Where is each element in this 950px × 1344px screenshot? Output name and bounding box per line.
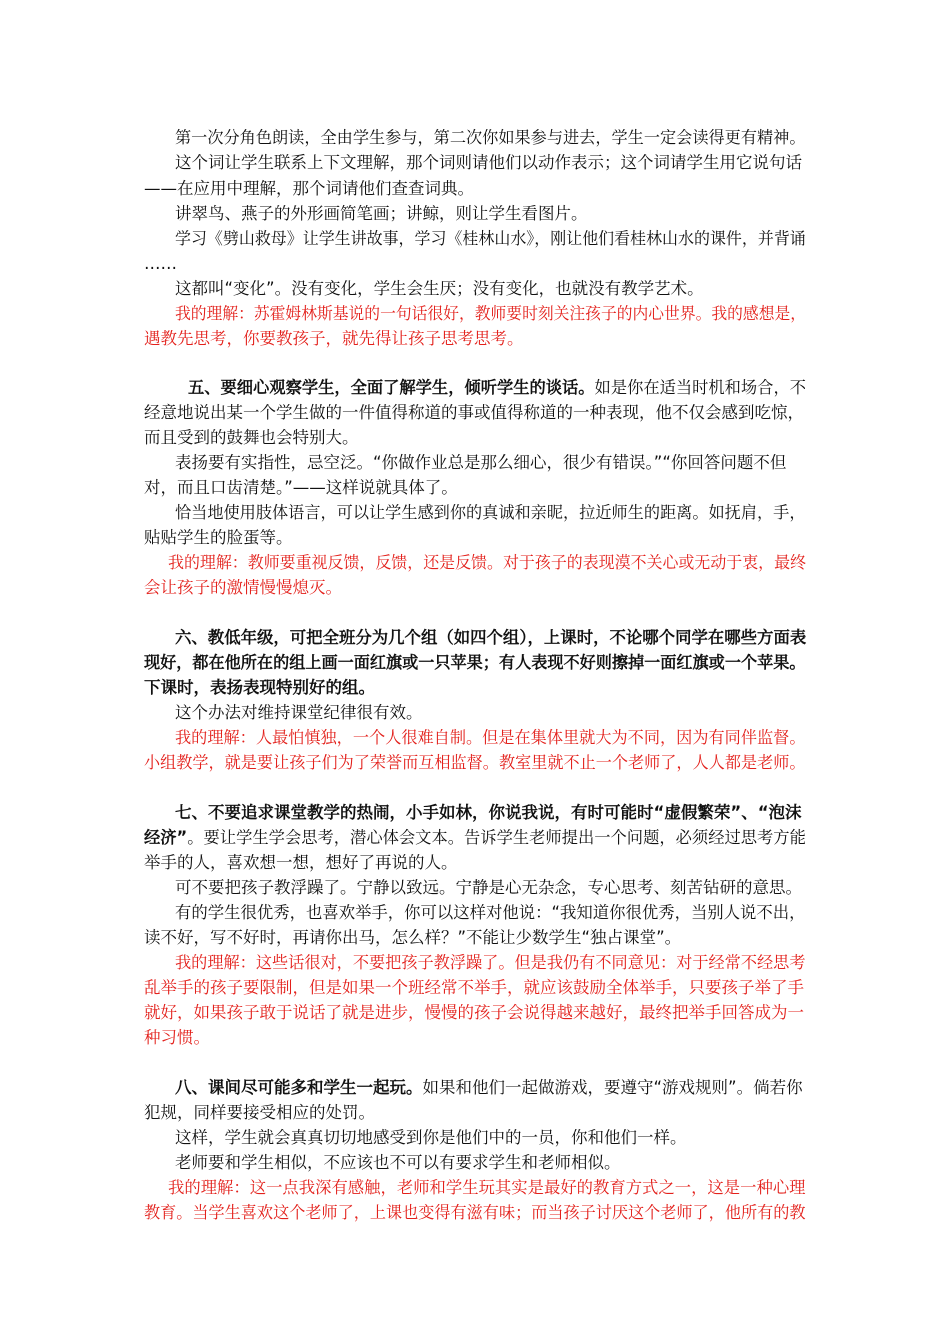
text-line: 恰当地使用肢体语言，可以让学生感到你的真诚和亲昵，拉近师生的距离。如抚肩，手，: [175, 503, 806, 522]
text-line: 贴贴学生的脸蛋等。: [144, 528, 293, 547]
text-line: 现好，都在他所在的组上画一面红旗或一只苹果；有人表现不好则擦掉一面红旗或一个苹果。: [144, 653, 806, 672]
text-line: 遇教先思考，你要教孩子，就先得让孩子思考思考。: [144, 329, 524, 348]
section-heading: 七、不要追求课堂教学的热闹，小手如林，你说我说，有时可能时“虚假繁荣”、“泡沫: [175, 803, 802, 822]
text-line: 就好，如果孩子敢于说话了就是进步，慢慢的孩子会说得越来越好，最终把举手回答成为一: [144, 1003, 804, 1022]
text-line: 我的理解：教师要重视反馈，反馈，还是反馈。对于孩子的表现漠不关心或无动于衷，最终: [168, 553, 807, 572]
section-heading: 经济”: [144, 828, 188, 847]
text-line: 乱举手的孩子要限制，但是如果一个班经常不举手，就应该鼓励全体举手，只要孩子举了手: [144, 978, 804, 997]
text-line: 这个词让学生联系上下文理解，那个词则请他们以动作表示；这个词请学生用它说句话: [175, 153, 802, 172]
text-line: 读不好，写不好时，再请你出马，怎么样？”不能让少数学生“独占课堂”。: [144, 928, 682, 947]
text-line: 这个办法对维持课堂纪律很有效。: [175, 703, 423, 722]
text-line: 老师要和学生相似，不应该也不可以有要求学生和老师相似。: [175, 1153, 621, 1172]
text-line: 小组教学，就是要让孩子们为了荣誉而互相监督。教室里就不止一个老师了，人人都是老师。: [144, 753, 806, 772]
text-line: 学习《劈山救母》让学生讲故事，学习《桂林山水》，刚让他们看桂林山水的课件，并背诵: [175, 229, 806, 248]
text-line: 这样，学生就会真真切切地感受到你是他们中的一员，你和他们一样。: [175, 1128, 687, 1147]
text-line: 而且受到的鼓舞也会特别大。: [144, 428, 359, 447]
text-line: 讲翠鸟、燕子的外形画简笔画；讲鲸，则让学生看图片。: [175, 204, 588, 223]
text-line: ——在应用中理解，那个词请他们查查词典。: [144, 179, 474, 198]
section-text: 如是你在适当时机和场合，不: [594, 378, 806, 397]
text-line: 我的理解：人最怕慎独，一个人很难自制。但是在集体里就大为不同，因为有同伴监督。: [175, 728, 806, 747]
section-heading: 八、课间尽可能多和学生一起玩。: [175, 1078, 423, 1097]
text-line: [144, 826, 806, 850]
text-line: 可不要把孩子教浮躁了。宁静以致远。宁静是心无杂念，专心思考、刻苦钻研的意思。: [175, 878, 802, 897]
text-line: 教育。当学生喜欢这个老师了，上课也变得有滋有味；而当孩子讨厌这个老师了，他所有的教: [144, 1203, 806, 1222]
section-text: 。要让学生学会思考，潜心体会文本。告诉学生老师提出一个问题，必须经过思考方能: [187, 828, 806, 847]
text-line: 种习惯。: [144, 1028, 210, 1047]
text-line: 我的理解：这一点我深有感触，老师和学生玩其实是最好的教育方式之一，这是一种心理: [168, 1178, 806, 1197]
text-line: [175, 1076, 803, 1100]
text-line: 我的理解：苏霍姆林斯基说的一句话很好，教师要时刻关注孩子的内心世界。我的感想是，: [175, 304, 807, 323]
text-line: 我的理解：这些话很对，不要把孩子教浮躁了。但是我仍有不同意见：对于经常不经思考: [175, 953, 806, 972]
section-heading: 五、要细心观察学生，全面了解学生，倾听学生的谈话。: [188, 378, 595, 397]
text-line: 有的学生很优秀，也喜欢举手，你可以这样对他说：“我知道你很优秀，当别人说不出，: [175, 903, 806, 922]
text-line: 会让孩子的激情慢慢熄灭。: [144, 578, 342, 597]
text-line: ……: [144, 254, 177, 273]
text-line: 对，而且口齿清楚。”——这样说就具体了。: [144, 478, 458, 497]
text-line: 这都叫“变化”。没有变化，学生会生厌；没有变化，也就没有教学艺术。: [175, 279, 704, 298]
text-line: 举手的人，喜欢想一想，想好了再说的人。: [144, 853, 458, 872]
text-line: 犯规，同样要接受相应的处罚。: [144, 1103, 375, 1122]
text-line: 第一次分角色朗读，全由学生参与，第二次你如果参与进去，学生一定会读得更有精神。: [175, 128, 806, 147]
section-text: 如果和他们一起做游戏，要遵守“游戏规则”。倘若你: [422, 1078, 803, 1097]
text-line: 表扬要有实指性，忌空泛。“你做作业总是那么细心，很少有错误。”“你回答问题不但: [175, 453, 787, 472]
text-line: 下课时，表扬表现特别好的组。: [144, 678, 375, 697]
text-line: [188, 376, 806, 400]
text-line: 六、教低年级，可把全班分为几个组（如四个组），上课时，不论哪个同学在哪些方面表: [175, 628, 807, 647]
text-line: 经意地说出某一个学生做的一件值得称道的事或值得称道的一种表现，他不仅会感到吃惊，: [144, 403, 804, 422]
